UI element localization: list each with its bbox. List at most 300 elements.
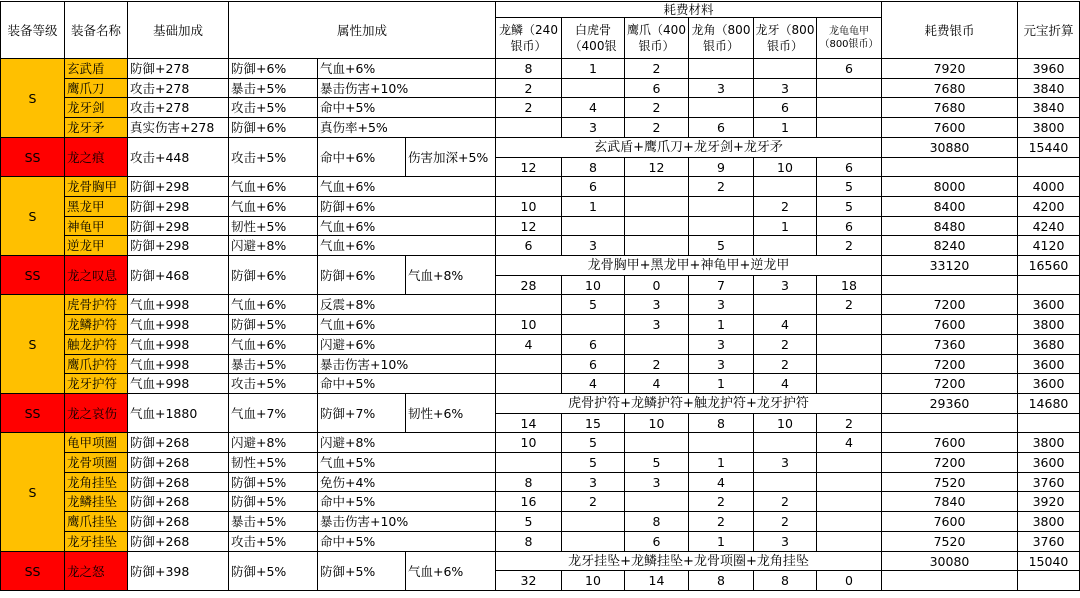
- item-yuanbao: 3840: [1018, 79, 1080, 98]
- item-base: 气血+998: [128, 335, 229, 355]
- header-material-3: [689, 18, 754, 59]
- item-name: 龙牙挂坠: [65, 532, 128, 552]
- item-material-qty: [754, 433, 817, 453]
- item-yuanbao: 3800: [1018, 315, 1080, 335]
- ss-total-material-qty: 2: [817, 414, 882, 433]
- item-material-qty: 1: [689, 374, 754, 394]
- item-material-qty: 2: [689, 512, 754, 532]
- item-base: 防御+268: [128, 433, 229, 453]
- item-yuanbao: 3800: [1018, 433, 1080, 453]
- item-attr-2: 反震+8%: [318, 295, 496, 315]
- header-material-4: [754, 18, 817, 59]
- material-label-line2: 银币）: [510, 39, 547, 53]
- item-silver: 7600: [882, 433, 1018, 453]
- ss-total-material-qty: 0: [625, 276, 689, 295]
- ss-yuanbao-blank: [1018, 414, 1080, 433]
- item-material-qty: 3: [754, 453, 817, 473]
- ss-total-material-qty: 7: [689, 276, 754, 295]
- ss-item-attr-2: 防御+6%: [318, 256, 406, 295]
- ss-item-base: 防御+398: [128, 552, 229, 591]
- item-silver: 8000: [882, 177, 1018, 197]
- item-name: 鹰爪挂坠: [65, 512, 128, 532]
- item-material-qty: 3: [754, 532, 817, 552]
- item-silver: 7520: [882, 532, 1018, 552]
- ss-yuanbao: 15440: [1018, 138, 1080, 158]
- material-label-line2: （800银币）: [819, 39, 879, 50]
- ss-silver: 30080: [882, 552, 1018, 571]
- ss-item-attr-3: 伤害加深+5%: [406, 138, 496, 177]
- item-attr-1: 防御+6%: [229, 59, 318, 79]
- item-silver: 7600: [882, 512, 1018, 532]
- item-material-qty: 6: [689, 118, 754, 138]
- item-yuanbao: 3600: [1018, 453, 1080, 473]
- item-material-qty: 6: [562, 335, 625, 355]
- material-label-line1: 鹰爪（400: [627, 23, 686, 37]
- header-materials: 耗费材料: [496, 1, 882, 18]
- item-base: 防御+268: [128, 512, 229, 532]
- item-yuanbao: 3760: [1018, 473, 1080, 492]
- item-name: 鹰爪护符: [65, 355, 128, 374]
- ss-combo-recipe: 龙牙挂坠+龙鳞挂坠+龙骨项圈+龙角挂坠: [496, 552, 882, 571]
- item-material-qty: 2: [689, 177, 754, 197]
- item-name: 鹰爪刀: [65, 79, 128, 98]
- material-label-line1: 龙龟龟甲: [829, 26, 869, 37]
- header-yuanbao: 元宝折算: [1018, 1, 1080, 59]
- item-material-qty: 4: [689, 473, 754, 492]
- item-attr-1: 攻击+5%: [229, 374, 318, 394]
- item-name: 龙骨胸甲: [65, 177, 128, 197]
- item-attr-1: 气血+6%: [229, 197, 318, 217]
- item-material-qty: [817, 355, 882, 374]
- item-base: 攻击+278: [128, 79, 229, 98]
- item-material-qty: [817, 79, 882, 98]
- item-base: 真实伤害+278: [128, 118, 229, 138]
- ss-total-material-qty: 10: [754, 414, 817, 433]
- item-attr-1: 防御+5%: [229, 492, 318, 512]
- item-material-qty: [754, 473, 817, 492]
- material-label-line1: 龙鳞（240: [499, 23, 558, 37]
- item-material-qty: 6: [562, 177, 625, 197]
- item-base: 防御+268: [128, 532, 229, 552]
- item-silver: 7600: [882, 315, 1018, 335]
- header-grade: 装备等级: [0, 1, 65, 59]
- item-attr-2: 气血+6%: [318, 217, 496, 236]
- ss-total-material-qty: 12: [496, 158, 562, 177]
- item-yuanbao: 3600: [1018, 355, 1080, 374]
- item-attr-1: 韧性+5%: [229, 217, 318, 236]
- item-material-qty: 2: [754, 355, 817, 374]
- ss-total-material-qty: 14: [496, 414, 562, 433]
- ss-silver-blank: [882, 158, 1018, 177]
- item-material-qty: 1: [754, 118, 817, 138]
- item-silver: 7200: [882, 374, 1018, 394]
- header-material-0: [496, 18, 562, 59]
- ss-item-name: 龙之痕: [65, 138, 128, 177]
- item-base: 气血+998: [128, 315, 229, 335]
- ss-total-material-qty: 8: [689, 414, 754, 433]
- ss-yuanbao: 14680: [1018, 394, 1080, 414]
- ss-silver-blank: [882, 414, 1018, 433]
- item-attr-1: 暴击+5%: [229, 512, 318, 532]
- item-attr-1: 气血+6%: [229, 335, 318, 355]
- ss-item-name: 龙之怒: [65, 552, 128, 591]
- item-material-qty: 8: [625, 512, 689, 532]
- item-material-qty: 5: [562, 453, 625, 473]
- item-material-qty: 3: [689, 335, 754, 355]
- item-material-qty: 3: [562, 236, 625, 256]
- ss-yuanbao-blank: [1018, 571, 1080, 591]
- item-material-qty: 3: [562, 473, 625, 492]
- item-material-qty: 2: [754, 492, 817, 512]
- item-material-qty: [754, 295, 817, 315]
- item-attr-1: 攻击+5%: [229, 532, 318, 552]
- ss-item-attr-2: 命中+6%: [318, 138, 406, 177]
- item-base: 防御+298: [128, 236, 229, 256]
- ss-silver-blank: [882, 276, 1018, 295]
- item-attr-2: 命中+5%: [318, 532, 496, 552]
- item-material-qty: 2: [625, 98, 689, 118]
- item-silver: 7200: [882, 453, 1018, 473]
- ss-total-material-qty: 0: [817, 571, 882, 591]
- item-material-qty: 2: [496, 98, 562, 118]
- item-attr-2: 气血+6%: [318, 236, 496, 256]
- item-material-qty: 2: [754, 197, 817, 217]
- item-base: 气血+998: [128, 374, 229, 394]
- ss-total-material-qty: 18: [817, 276, 882, 295]
- item-attr-2: 气血+6%: [318, 59, 496, 79]
- item-material-qty: [562, 532, 625, 552]
- item-attr-1: 攻击+5%: [229, 98, 318, 118]
- item-material-qty: [817, 512, 882, 532]
- item-material-qty: 2: [625, 59, 689, 79]
- item-material-qty: [817, 374, 882, 394]
- item-attr-1: 暴击+5%: [229, 79, 318, 98]
- item-attr-2: 闪避+8%: [318, 433, 496, 453]
- ss-silver: 30880: [882, 138, 1018, 158]
- item-material-qty: 2: [625, 355, 689, 374]
- material-label-line2: （400银: [569, 39, 617, 53]
- header-attr: 属性加成: [229, 1, 496, 59]
- item-material-qty: [625, 236, 689, 256]
- item-name: 虎骨护符: [65, 295, 128, 315]
- ss-item-attr-1: 攻击+5%: [229, 138, 318, 177]
- ss-total-material-qty: 14: [625, 571, 689, 591]
- header-material-1: [562, 18, 625, 59]
- material-label-line1: 白虎骨: [574, 23, 611, 37]
- ss-item-base: 攻击+448: [128, 138, 229, 177]
- item-material-qty: [817, 473, 882, 492]
- item-yuanbao: 3600: [1018, 374, 1080, 394]
- item-material-qty: 1: [689, 532, 754, 552]
- ss-item-name: 龙之哀伤: [65, 394, 128, 433]
- item-material-qty: [496, 177, 562, 197]
- item-attr-1: 防御+5%: [229, 315, 318, 335]
- grade-ss-cell: SS: [0, 394, 65, 433]
- item-attr-2: 命中+5%: [318, 492, 496, 512]
- item-attr-2: 暴击伤害+10%: [318, 512, 496, 532]
- item-material-qty: 3: [625, 473, 689, 492]
- header-base: 基础加成: [128, 1, 229, 59]
- item-material-qty: [625, 197, 689, 217]
- ss-item-attr-3: 韧性+6%: [406, 394, 496, 433]
- item-material-qty: 10: [496, 315, 562, 335]
- item-name: 龙牙护符: [65, 374, 128, 394]
- item-silver: 7200: [882, 295, 1018, 315]
- ss-yuanbao: 15040: [1018, 552, 1080, 571]
- item-material-qty: 3: [562, 118, 625, 138]
- ss-total-material-qty: 15: [562, 414, 625, 433]
- item-material-qty: 5: [689, 236, 754, 256]
- item-material-qty: 1: [562, 59, 625, 79]
- item-attr-1: 暴击+5%: [229, 355, 318, 374]
- item-attr-2: 免伤+4%: [318, 473, 496, 492]
- item-material-qty: 1: [689, 315, 754, 335]
- ss-silver: 29360: [882, 394, 1018, 414]
- item-silver: 7200: [882, 355, 1018, 374]
- item-material-qty: 1: [562, 197, 625, 217]
- item-base: 防御+268: [128, 492, 229, 512]
- item-material-qty: 10: [496, 197, 562, 217]
- item-attr-2: 真伤率+5%: [318, 118, 496, 138]
- ss-item-attr-3: 气血+8%: [406, 256, 496, 295]
- grade-s-cell: S: [0, 59, 65, 138]
- ss-total-material-qty: 8: [689, 571, 754, 591]
- item-material-qty: 8: [496, 473, 562, 492]
- item-base: 攻击+278: [128, 98, 229, 118]
- ss-total-material-qty: 10: [562, 571, 625, 591]
- ss-total-material-qty: 32: [496, 571, 562, 591]
- item-material-qty: [625, 335, 689, 355]
- ss-yuanbao: 16560: [1018, 256, 1080, 276]
- item-base: 气血+998: [128, 295, 229, 315]
- item-silver: 8400: [882, 197, 1018, 217]
- ss-total-material-qty: 8: [754, 571, 817, 591]
- header-material-5: [817, 18, 882, 59]
- item-attr-1: 闪避+8%: [229, 236, 318, 256]
- ss-yuanbao-blank: [1018, 158, 1080, 177]
- ss-item-attr-1: 防御+6%: [229, 256, 318, 295]
- item-material-qty: 6: [817, 59, 882, 79]
- item-name: 龟甲项圈: [65, 433, 128, 453]
- material-label-line1: 龙牙（800: [755, 23, 815, 37]
- item-yuanbao: 3800: [1018, 118, 1080, 138]
- grade-ss-cell: SS: [0, 256, 65, 295]
- item-yuanbao: 3680: [1018, 335, 1080, 355]
- item-material-qty: 2: [754, 335, 817, 355]
- item-yuanbao: 4200: [1018, 197, 1080, 217]
- item-material-qty: 6: [562, 355, 625, 374]
- grade-s-cell: S: [0, 295, 65, 394]
- item-material-qty: 2: [817, 295, 882, 315]
- item-material-qty: [562, 217, 625, 236]
- ss-total-material-qty: 10: [625, 414, 689, 433]
- ss-item-attr-2: 防御+7%: [318, 394, 406, 433]
- item-material-qty: [754, 177, 817, 197]
- item-material-qty: 6: [496, 236, 562, 256]
- item-material-qty: 3: [625, 295, 689, 315]
- item-yuanbao: 3600: [1018, 295, 1080, 315]
- item-attr-2: 命中+5%: [318, 98, 496, 118]
- item-attr-1: 韧性+5%: [229, 453, 318, 473]
- item-base: 防御+268: [128, 453, 229, 473]
- item-silver: 7920: [882, 59, 1018, 79]
- grade-s-cell: S: [0, 433, 65, 552]
- item-material-qty: [562, 512, 625, 532]
- item-material-qty: 16: [496, 492, 562, 512]
- item-material-qty: 1: [754, 217, 817, 236]
- item-name: 龙角挂坠: [65, 473, 128, 492]
- item-material-qty: 4: [562, 374, 625, 394]
- item-material-qty: 1: [689, 453, 754, 473]
- item-yuanbao: 4000: [1018, 177, 1080, 197]
- item-attr-2: 气血+6%: [318, 315, 496, 335]
- item-material-qty: 4: [562, 98, 625, 118]
- item-name: 触龙护符: [65, 335, 128, 355]
- ss-total-material-qty: 12: [625, 158, 689, 177]
- item-base: 防御+298: [128, 197, 229, 217]
- item-base: 防御+298: [128, 217, 229, 236]
- material-label-line2: 银币）: [766, 39, 803, 53]
- item-silver: 7840: [882, 492, 1018, 512]
- item-material-qty: [817, 315, 882, 335]
- item-material-qty: [625, 217, 689, 236]
- item-yuanbao: 4120: [1018, 236, 1080, 256]
- item-material-qty: 5: [817, 197, 882, 217]
- item-yuanbao: 3800: [1018, 512, 1080, 532]
- item-material-qty: [817, 98, 882, 118]
- item-material-qty: [689, 217, 754, 236]
- item-material-qty: 4: [754, 315, 817, 335]
- item-attr-1: 闪避+8%: [229, 433, 318, 453]
- material-label-line1: 龙角（800: [691, 23, 751, 37]
- item-material-qty: [625, 177, 689, 197]
- material-label-line2: 银币）: [702, 39, 739, 53]
- item-material-qty: 4: [754, 374, 817, 394]
- item-material-qty: 6: [754, 98, 817, 118]
- item-name: 逆龙甲: [65, 236, 128, 256]
- item-material-qty: [689, 433, 754, 453]
- ss-item-base: 防御+468: [128, 256, 229, 295]
- item-silver: 7520: [882, 473, 1018, 492]
- item-silver: 8480: [882, 217, 1018, 236]
- item-material-qty: [562, 315, 625, 335]
- ss-combo-recipe: 虎骨护符+龙鳞护符+触龙护符+龙牙护符: [496, 394, 882, 414]
- item-material-qty: [496, 374, 562, 394]
- item-material-qty: [689, 59, 754, 79]
- item-material-qty: 3: [689, 355, 754, 374]
- item-silver: 7600: [882, 118, 1018, 138]
- item-material-qty: 2: [496, 79, 562, 98]
- item-attr-2: 暴击伤害+10%: [318, 79, 496, 98]
- item-material-qty: [817, 492, 882, 512]
- ss-silver-blank: [882, 571, 1018, 591]
- item-material-qty: [754, 59, 817, 79]
- ss-total-material-qty: 10: [754, 158, 817, 177]
- item-silver: 8240: [882, 236, 1018, 256]
- item-material-qty: 2: [625, 118, 689, 138]
- item-name: 龙鳞护符: [65, 315, 128, 335]
- item-attr-1: 防御+6%: [229, 118, 318, 138]
- item-base: 防御+268: [128, 473, 229, 492]
- item-material-qty: 6: [625, 532, 689, 552]
- ss-item-attr-3: 气血+6%: [406, 552, 496, 591]
- item-material-qty: 4: [625, 374, 689, 394]
- item-material-qty: [817, 335, 882, 355]
- ss-item-attr-1: 气血+7%: [229, 394, 318, 433]
- item-material-qty: 2: [689, 492, 754, 512]
- ss-combo-recipe: 玄武盾+鹰爪刀+龙牙剑+龙牙矛: [496, 138, 882, 158]
- header-material-2: [625, 18, 689, 59]
- item-material-qty: 2: [754, 512, 817, 532]
- item-material-qty: [496, 295, 562, 315]
- item-material-qty: [496, 355, 562, 374]
- item-material-qty: [817, 453, 882, 473]
- item-attr-1: 气血+6%: [229, 295, 318, 315]
- item-material-qty: [689, 197, 754, 217]
- item-attr-2: 防御+6%: [318, 197, 496, 217]
- item-name: 龙牙矛: [65, 118, 128, 138]
- ss-total-material-qty: 3: [754, 276, 817, 295]
- ss-item-attr-2: 防御+5%: [318, 552, 406, 591]
- item-material-qty: 5: [496, 512, 562, 532]
- item-material-qty: 5: [625, 453, 689, 473]
- ss-yuanbao-blank: [1018, 276, 1080, 295]
- ss-total-material-qty: 9: [689, 158, 754, 177]
- item-material-qty: 2: [562, 492, 625, 512]
- item-material-qty: 3: [754, 79, 817, 98]
- header-name: 装备名称: [65, 1, 128, 59]
- item-material-qty: 2: [817, 236, 882, 256]
- item-material-qty: 8: [496, 532, 562, 552]
- item-yuanbao: 4240: [1018, 217, 1080, 236]
- item-material-qty: 4: [817, 433, 882, 453]
- item-name: 玄武盾: [65, 59, 128, 79]
- ss-silver: 33120: [882, 256, 1018, 276]
- ss-total-material-qty: 10: [562, 276, 625, 295]
- material-label-line2: 银币）: [638, 39, 675, 53]
- grade-s-cell: S: [0, 177, 65, 256]
- item-material-qty: [817, 532, 882, 552]
- item-attr-1: 防御+5%: [229, 473, 318, 492]
- item-yuanbao: 3920: [1018, 492, 1080, 512]
- item-attr-2: 闪避+6%: [318, 335, 496, 355]
- item-material-qty: 4: [496, 335, 562, 355]
- item-name: 黑龙甲: [65, 197, 128, 217]
- item-material-qty: [754, 236, 817, 256]
- item-silver: 7680: [882, 79, 1018, 98]
- item-material-qty: 6: [625, 79, 689, 98]
- item-base: 气血+998: [128, 355, 229, 374]
- item-material-qty: 3: [625, 315, 689, 335]
- item-attr-2: 气血+6%: [318, 177, 496, 197]
- header-silver: 耗费银币: [882, 1, 1018, 59]
- ss-total-material-qty: 8: [562, 158, 625, 177]
- item-material-qty: 8: [496, 59, 562, 79]
- grade-ss-cell: SS: [0, 552, 65, 591]
- item-base: 防御+298: [128, 177, 229, 197]
- item-base: 防御+278: [128, 59, 229, 79]
- ss-item-name: 龙之叹息: [65, 256, 128, 295]
- ss-combo-recipe: 龙骨胸甲+黑龙甲+神龟甲+逆龙甲: [496, 256, 882, 276]
- item-material-qty: 3: [689, 79, 754, 98]
- item-silver: 7360: [882, 335, 1018, 355]
- ss-total-material-qty: 28: [496, 276, 562, 295]
- item-name: 龙骨项圈: [65, 453, 128, 473]
- item-material-qty: [562, 79, 625, 98]
- item-attr-2: 气血+5%: [318, 453, 496, 473]
- item-material-qty: [625, 492, 689, 512]
- item-name: 龙鳞挂坠: [65, 492, 128, 512]
